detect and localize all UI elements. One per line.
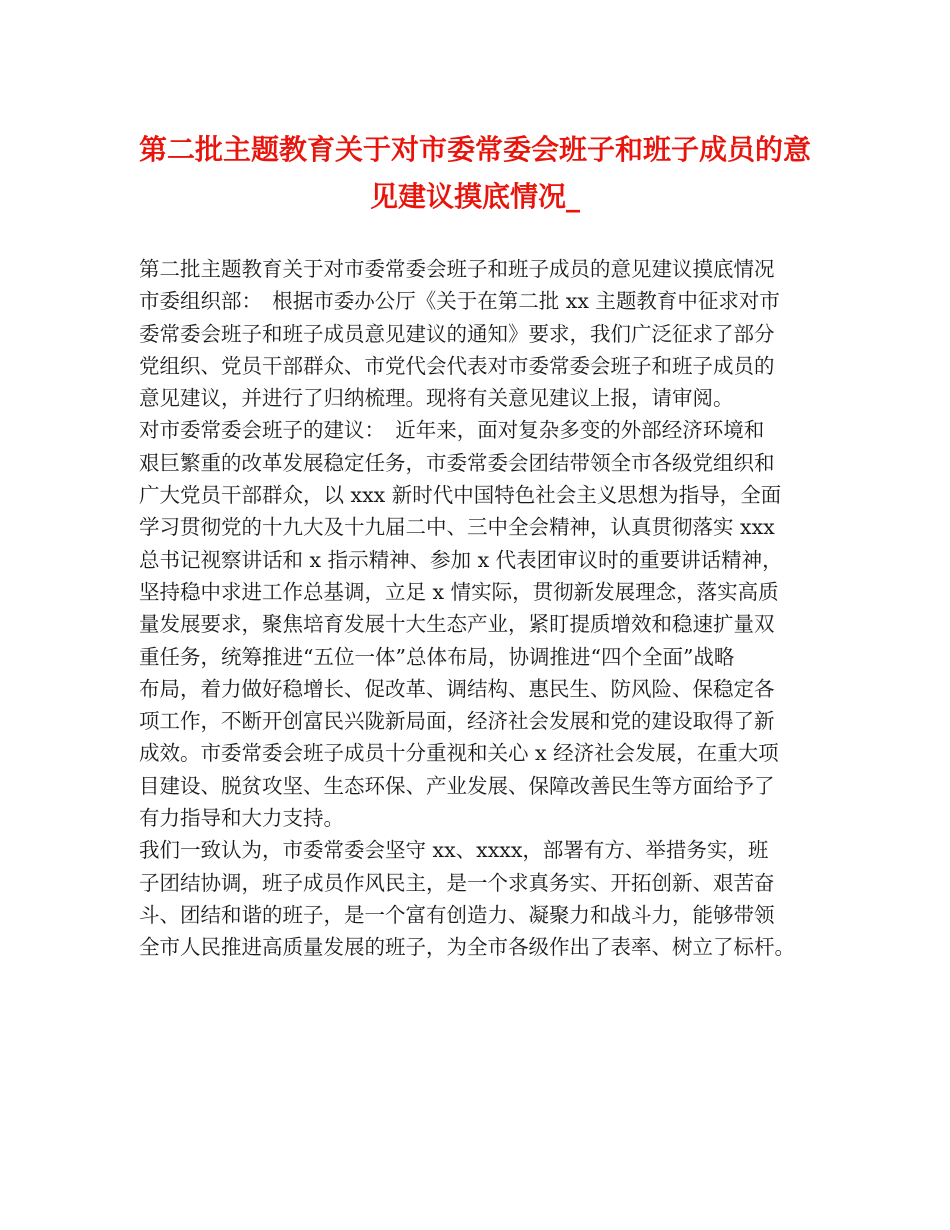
document-body bbox=[139, 253, 829, 964]
body-line: 学习贯彻党的十九大及十九届二中、三中全会精神，认真贯彻落实 xxx bbox=[139, 515, 775, 540]
document-title-line-1: 第二批主题教育关于对市委常委会班子和班子成员的意 bbox=[138, 133, 811, 166]
body-line: 我们一致认为，市委常委会坚守 xx、xxxx，部署有方、举措务实，班 bbox=[139, 838, 769, 863]
body-line: 斗、团结和谐的班子，是一个富有创造力、凝聚力和战斗力，能够带领 bbox=[139, 902, 775, 927]
body-line: 布局，着力做好稳增长、促改革、调结构、惠民生、防风险、保稳定各 bbox=[139, 676, 775, 701]
document-title-line-2: 见建议摸底情况_ bbox=[369, 180, 580, 213]
body-line: 全市人民推进高质量发展的班子，为全市各级作出了表率、树立了标杆。 bbox=[139, 935, 795, 960]
body-line: 第二批主题教育关于对市委常委会班子和班子成员的意见建议摸底情况 bbox=[139, 257, 775, 281]
body-line: 项工作，不断开创富民兴陇新局面，经济社会发展和党的建设取得了新 bbox=[139, 709, 775, 734]
body-line: 坚持稳中求进工作总基调，立足 x 情实际，贯彻新发展理念，落实高质 bbox=[139, 579, 779, 604]
body-line: 总书记视察讲话和 x 指示精神、参加 x 代表团审议时的重要讲话精神， bbox=[139, 547, 783, 572]
body-line: 有力指导和大力支持。 bbox=[139, 806, 344, 831]
body-line: 广大党员干部群众，以 xxx 新时代中国特色社会主义思想为指导，全面 bbox=[139, 483, 782, 508]
body-line: 艰巨繁重的改革发展稳定任务，市委常委会团结带领全市各级党组织和 bbox=[139, 450, 775, 475]
body-line: 市委组织部： 根据市委办公厅《关于在第二批 xx 主题教育中征求对市 bbox=[139, 289, 780, 314]
body-line: 意见建议，并进行了归纳梳理。现将有关意见建议上报，请审阅。 bbox=[139, 386, 734, 411]
body-line: 成效。市委常委会班子成员十分重视和关心 x 经济社会发展，在重大项 bbox=[139, 741, 779, 766]
body-line: 量发展要求，聚焦培育发展十大生态产业，紧盯提质增效和稳速扩量双 bbox=[139, 612, 775, 637]
body-line: 对市委常委会班子的建议： 近年来，面对复杂多变的外部经济环境和 bbox=[139, 418, 765, 443]
body-line: 重任务，统筹推进“五位一体”总体布局，协调推进“四个全面”战略 bbox=[139, 644, 735, 669]
body-line: 委常委会班子和班子成员意见建议的通知》要求，我们广泛征求了部分 bbox=[139, 321, 775, 346]
body-line: 目建设、脱贫攻坚、生态环保、产业发展、保障改善民生等方面给予了 bbox=[139, 773, 775, 798]
body-line: 子团结协调，班子成员作风民主，是一个求真务实、开拓创新、艰苦奋 bbox=[139, 870, 775, 895]
body-line: 党组织、党员干部群众、市党代会代表对市委常委会班子和班子成员的 bbox=[139, 353, 775, 378]
